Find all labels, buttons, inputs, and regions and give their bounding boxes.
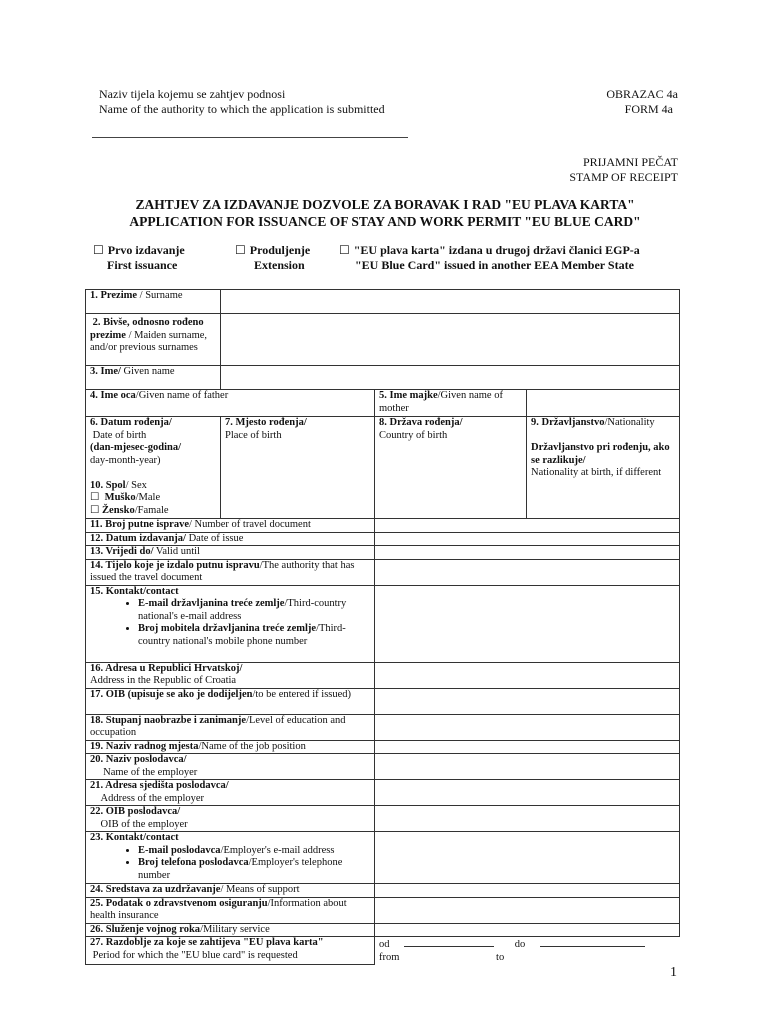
option-extension[interactable]: [235, 243, 310, 273]
label-education: 18. Stupanj naobrazbe i zanimanje/Level of education and occupation: [86, 714, 375, 740]
label-date-of-issue: 12. Datum izdavanja/ Date of issue: [86, 532, 375, 546]
input-address-croatia[interactable]: [375, 662, 680, 688]
row-surname: [86, 290, 680, 314]
input-oib[interactable]: [375, 688, 680, 714]
label-oib: 17. OIB (upisuje se ako je dodijeljen/to be entered if issued): [86, 688, 375, 714]
row-employer-oib: [86, 806, 680, 832]
input-given-name[interactable]: [221, 366, 680, 390]
label-employer-contact: 23. Kontakt/contact • E-mail poslodavca/Employer's e-mail address • Broj telefona poslodavca/Employer's telephone number: [86, 832, 375, 884]
employer-phone-item: • Broj telefona poslodavca/Employer's telephone number: [138, 857, 370, 882]
option-eea-hr: "EU plava karta" izdana u drugoj državi članici EGP-a: [353, 243, 640, 257]
label-maiden-surname: 2. Bivše, odnosno rođeno prezime / Maiden surname, and/or previous surnames: [86, 314, 221, 366]
authority-label-hr: Naziv tijela kojemu se zahtjev podnosi: [99, 87, 286, 101]
period-from-label-en: from: [379, 951, 400, 963]
option-first-issuance[interactable]: [93, 243, 185, 273]
label-requested-period: 27. Razdoblje za koje se zahtijeva "EU plava karta" Period for which the "EU blue card" is requested: [86, 937, 375, 965]
period-from-label-hr: od: [379, 939, 390, 950]
row-means-of-support: [86, 884, 680, 898]
label-given-name: 3. Ime/ Given name: [86, 366, 221, 390]
row-parents: [86, 390, 680, 417]
period-from-line[interactable]: [404, 937, 494, 947]
title-en: APPLICATION FOR ISSUANCE OF STAY AND WORK PERMIT "EU BLUE CARD": [129, 214, 641, 229]
input-requested-period[interactable]: [375, 937, 680, 965]
input-employer-contact[interactable]: [375, 832, 680, 884]
row-job-position: [86, 740, 680, 754]
option-extension-hr: Produljenje: [249, 243, 311, 257]
label-travel-doc-number: 11. Broj putne isprave/ Number of travel document: [86, 519, 375, 533]
title-hr: ZAHTJEV ZA IZDAVANJE DOZVOLE ZA BORAVAK I RAD "EU PLAVA KARTA": [135, 197, 635, 212]
row-employer-contact: [86, 832, 680, 884]
page-title: [80, 196, 690, 230]
input-job-position[interactable]: [375, 740, 680, 754]
row-travel-doc-number: [86, 519, 680, 533]
input-maiden-surname[interactable]: [221, 314, 680, 366]
field-nationality[interactable]: 9. Državljanstvo/Nationality Državljanstvo pri rođenju, ako se razlikuje/ Nationality at birth, if different: [527, 417, 680, 519]
option-eea-card[interactable]: [339, 243, 640, 273]
row-valid-until: [86, 546, 680, 560]
input-date-of-issue[interactable]: [375, 532, 680, 546]
label-contact: 15. Kontakt/contact • E-mail državljanina treće zemlje/Third-country national's e-mail address • Broj mobitela državljanina treće zemlje/Third-country national's mobile phone number: [86, 585, 375, 662]
input-employer-name[interactable]: [375, 754, 680, 780]
label-address-croatia: 16. Adresa u Republici Hrvatskoj/ Address in the Republic of Croatia: [86, 662, 375, 688]
row-date-of-issue: [86, 532, 680, 546]
stamp-label-en: STAMP OF RECEIPT: [569, 170, 678, 184]
application-form-table: [85, 289, 680, 965]
row-address-croatia: [86, 662, 680, 688]
field-father-name[interactable]: 4. Ime oca/Given name of father: [86, 390, 375, 417]
row-health-insurance: [86, 897, 680, 923]
period-to-label-hr: do: [514, 939, 526, 950]
field-country-of-birth[interactable]: 8. Država rođenja/ Country of birth: [375, 417, 527, 519]
row-requested-period: [86, 937, 680, 965]
checkbox-icon[interactable]: ☐: [93, 243, 104, 257]
row-maiden-surname: [86, 314, 680, 366]
input-valid-until[interactable]: [375, 546, 680, 560]
input-employer-oib[interactable]: [375, 806, 680, 832]
option-first-hr: Prvo izdavanje: [107, 243, 185, 257]
contact-email-item: • E-mail državljanina treće zemlje/Third-country national's e-mail address: [138, 598, 370, 623]
contact-mobile-item: • Broj mobitela državljanina treće zemlje/Third-country national's mobile phone number: [138, 623, 370, 648]
authority-label: [99, 87, 385, 117]
field-place-of-birth[interactable]: 7. Mjesto rođenja/ Place of birth: [221, 417, 375, 519]
stamp-of-receipt: [500, 155, 678, 185]
input-health-insurance[interactable]: [375, 897, 680, 923]
input-military-service[interactable]: [375, 923, 680, 937]
label-surname: 1. Prezime / Surname: [86, 290, 221, 314]
stamp-label-hr: PRIJAMNI PEČAT: [582, 155, 678, 169]
input-employer-address[interactable]: [375, 780, 680, 806]
row-education: [86, 714, 680, 740]
checkbox-icon[interactable]: ☐: [235, 243, 246, 257]
form-number-en: FORM 4a: [624, 102, 673, 116]
row-issuing-authority: [86, 559, 680, 585]
option-eea-en: "EU Blue Card" issued in another EEA Member State: [355, 258, 634, 272]
employer-email-item: • E-mail poslodavca/Employer's e-mail address: [138, 845, 370, 858]
period-to-line[interactable]: [540, 937, 645, 947]
row-employer-name: [86, 754, 680, 780]
label-employer-address: 21. Adresa sjedišta poslodavca/ Address of the employer: [86, 780, 375, 806]
period-to-label-en: to: [496, 951, 505, 963]
form-number-hr: OBRAZAC 4a: [606, 87, 678, 101]
row-oib: [86, 688, 680, 714]
page-number: 1: [670, 965, 677, 980]
checkbox-male-icon[interactable]: ☐: [90, 492, 100, 503]
option-first-en: First issuance: [107, 258, 178, 272]
label-issuing-authority: 14. Tijelo koje je izdalo putnu ispravu/The authority that has issued the travel document: [86, 559, 375, 585]
input-mother-name[interactable]: [527, 390, 680, 417]
form-number: [560, 87, 678, 117]
field-birth-date-sex[interactable]: 6. Datum rođenja/ Date of birth (dan-mjesec-godina/ day-month-year) 10. Spol/ Sex ☐ Muško/Male ☐ Žensko/Famale: [86, 417, 221, 519]
label-employer-oib: 22. OIB poslodavca/ OIB of the employer: [86, 806, 375, 832]
row-employer-address: [86, 780, 680, 806]
authority-name-line[interactable]: [92, 137, 408, 138]
label-job-position: 19. Naziv radnog mjesta/Name of the job position: [86, 740, 375, 754]
option-extension-en: Extension: [254, 258, 305, 272]
authority-label-en: Name of the authority to which the application is submitted: [99, 102, 385, 116]
row-given-name: [86, 366, 680, 390]
row-birth: [86, 417, 680, 519]
input-issuing-authority[interactable]: [375, 559, 680, 585]
label-means-of-support: 24. Sredstava za uzdržavanje/ Means of support: [86, 884, 375, 898]
checkbox-female-icon[interactable]: ☐: [90, 504, 100, 516]
label-valid-until: 13. Vrijedi do/ Valid until: [86, 546, 375, 560]
input-means-of-support[interactable]: [375, 884, 680, 898]
field-mother-name[interactable]: 5. Ime majke/Given name of mother: [375, 390, 527, 417]
row-contact: [86, 585, 680, 662]
checkbox-icon[interactable]: ☐: [339, 243, 350, 257]
input-surname[interactable]: [221, 290, 680, 314]
input-contact[interactable]: [375, 585, 680, 662]
row-military-service: [86, 923, 680, 937]
label-employer-name: 20. Naziv poslodavca/ Name of the employer: [86, 754, 375, 780]
input-education[interactable]: [375, 714, 680, 740]
label-military-service: 26. Služenje vojnog roka/Military service: [86, 923, 375, 937]
input-travel-doc-number[interactable]: [375, 519, 680, 533]
label-health-insurance: 25. Podatak o zdravstvenom osiguranju/Information about health insurance: [86, 897, 375, 923]
